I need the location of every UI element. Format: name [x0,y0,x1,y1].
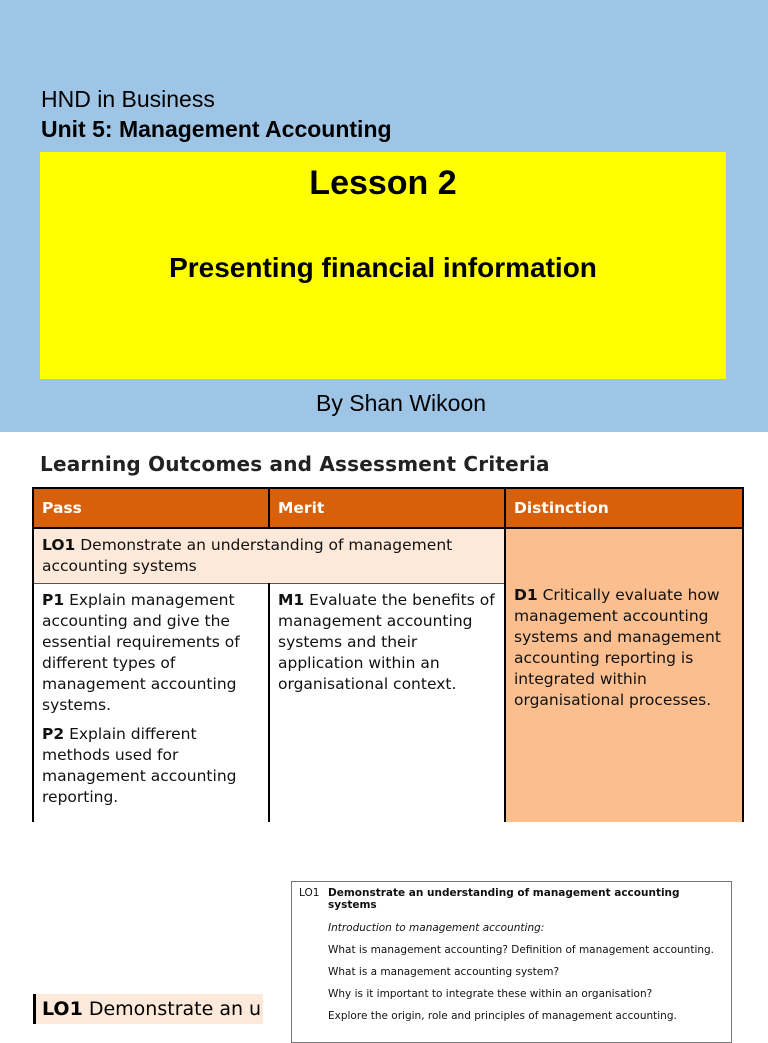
excerpt-line: What is a management accounting system? [328,966,560,978]
lo-code: LO1 [42,536,76,554]
lesson-banner [40,152,726,379]
excerpt-lo-code: LO1 [299,887,320,899]
p2-text: Explain different methods used for management accounting reporting. [42,725,237,806]
column-header-merit: Merit [269,488,505,528]
learning-outcome-cell [33,528,505,584]
d1-text: Critically evaluate how management accounting systems and management accounting reporting is integrated within organisational processes. [514,586,721,709]
criteria-table [32,487,744,823]
assessment-criteria-slide [0,432,768,822]
excerpt-line: Explore the origin, role and principles of management accounting. [328,1010,677,1022]
column-header-distinction: Distinction [505,488,743,528]
fragment-code: LO1 [42,998,83,1020]
distinction-cell [505,528,743,823]
excerpt-subheading: Introduction to management accounting: [328,922,545,934]
excerpt-line: Why is it important to integrate these within an organisation? [328,988,653,1000]
p1-text: Explain management accounting and give the essential requirements of different types of management accounting systems. [42,591,240,714]
pass-cell [33,584,269,823]
fragment-text: Demonstrate an u [82,998,262,1020]
course-name: HND in Business [41,86,215,112]
lesson-topic: Presenting financial information [169,252,597,283]
m1-text: Evaluate the benefits of management accounting systems and their application within an organisational context. [278,591,495,693]
d1-code: D1 [514,586,538,604]
column-header-pass: Pass [33,488,269,528]
lo-fragment [33,994,263,1024]
excerpt-title: Demonstrate an understanding of management accounting systems [328,887,680,911]
p2-criterion [42,724,260,808]
p1-criterion [42,590,260,716]
title-slide [0,0,768,432]
table-header-row [33,488,743,528]
excerpt-line: What is management accounting? Definition of management accounting. [328,944,715,956]
unit-title: Unit 5: Management Accounting [41,116,392,142]
content-slide [0,822,768,1024]
lo-text: Demonstrate an understanding of management accounting systems [42,536,453,575]
author-line: By Shan Wikoon [316,390,487,416]
table-row [33,528,743,584]
m1-code: M1 [278,591,305,609]
p2-code: P2 [42,725,65,743]
syllabus-excerpt [291,881,732,1043]
merit-cell [269,584,505,823]
p1-code: P1 [42,591,65,609]
lesson-number: Lesson 2 [309,164,457,202]
slide-heading: Learning Outcomes and Assessment Criteria [40,452,550,476]
